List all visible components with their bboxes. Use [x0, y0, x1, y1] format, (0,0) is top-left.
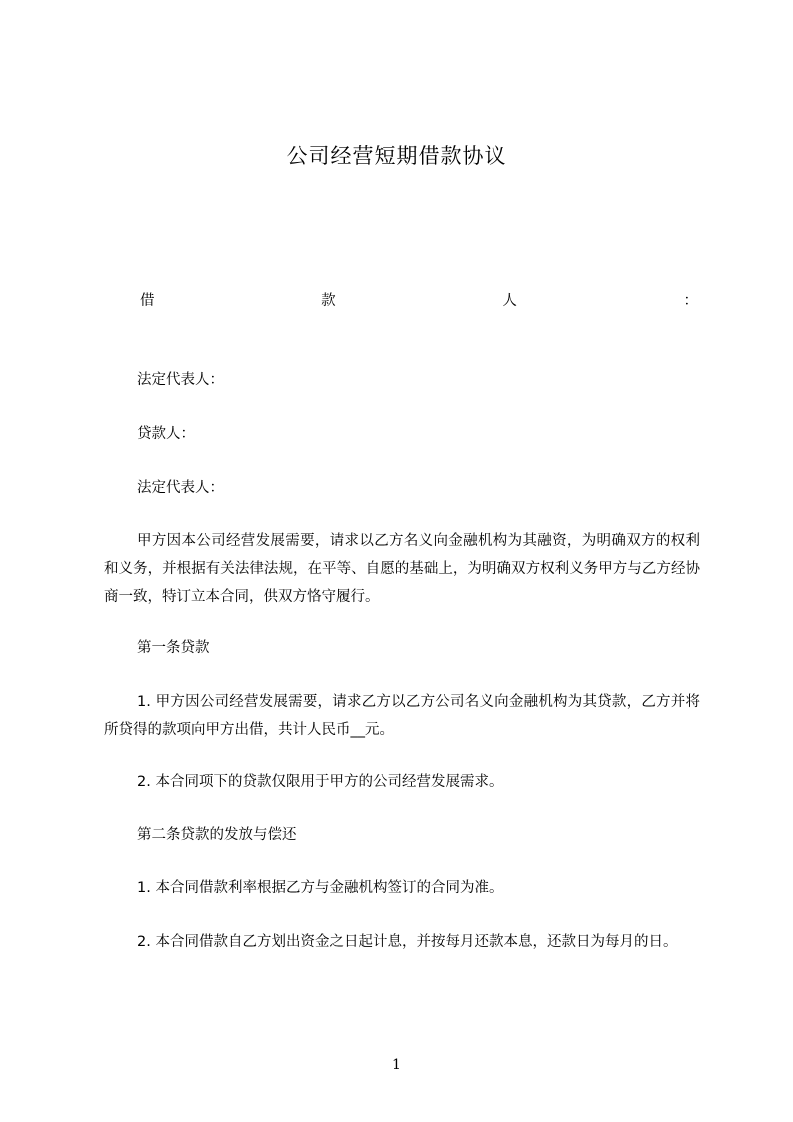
article-2-item-2: 2. 本合同借款自乙方划出资金之日起计息，并按每月还款本息，还款日为每月的日。 — [137, 934, 678, 950]
article-2-heading: 第二条贷款的发放与偿还 — [137, 827, 297, 843]
article-1-heading: 第一条贷款 — [137, 640, 210, 656]
article-1-item-2: 2. 本合同项下的贷款仅限用于甲方的公司经营发展需求。 — [137, 774, 504, 790]
article-2-item-1: 1. 本合同借款利率根据乙方与金融机构签订的合同为准。 — [137, 880, 504, 896]
page-number: 1 — [392, 1057, 401, 1073]
borrower-char: 款 — [321, 293, 336, 309]
borrower-line — [140, 290, 698, 312]
document-title: 公司经营短期借款协议 — [286, 144, 507, 168]
borrower-char: 人 — [502, 293, 517, 309]
legal-rep-line-1: 法定代表人： — [137, 372, 224, 388]
lender-line: 贷款人： — [137, 426, 195, 442]
borrower-colon: ： — [683, 293, 698, 309]
preamble-paragraph: 甲方因本公司经营发展需要，请求以乙方名义向金融机构为其融资，为明确双方的权利和义务，并根据有关法律法规，在平等、自愿的基础上，为明确双方权利义务甲方与乙方经协商一致，特订立本合同，供双方恪守履行。 — [104, 533, 700, 605]
borrower-char: 借 — [140, 293, 155, 309]
legal-rep-line-2: 法定代表人： — [137, 480, 224, 496]
article-1-item-1: 1. 甲方因公司经营发展需要，请求乙方以乙方公司名义向金融机构为其贷款，乙方并将所贷得的款项向甲方出借，共计人民币__元。 — [104, 694, 700, 738]
